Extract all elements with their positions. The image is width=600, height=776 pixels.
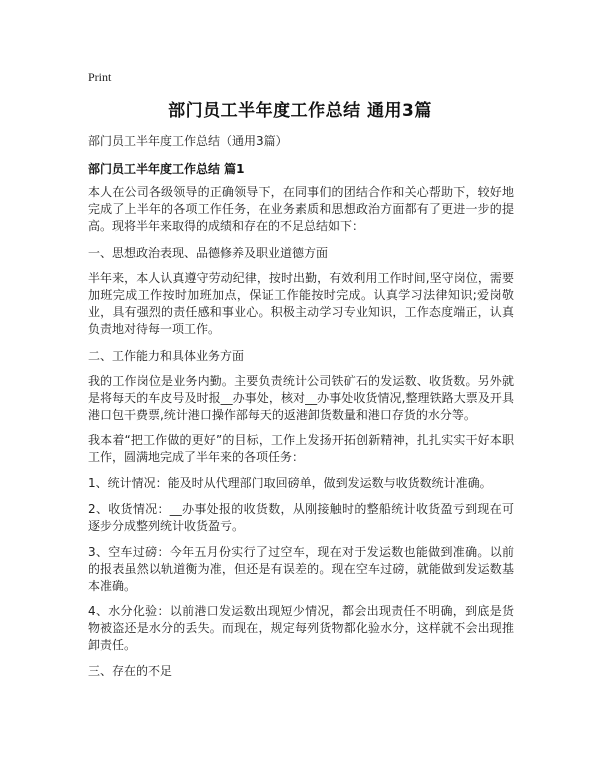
document-title: 部门员工半年度工作总结 通用3篇: [168, 101, 432, 121]
paragraph-item-3: 3、空车过磅：今年五月份实行了过空车，现在对于发运数也能做到准确。以前的报表虽然以轨道衡为准，但还是有误差的。现在空车过磅，就能做到发运数基本准确。: [88, 545, 514, 593]
paragraph-job: 我的工作岗位是业务内勤。主要负责统计公司铁矿石的发运数、收货数。另外就是将每天的车皮号及时报__办事处，核对__办事处收货情况,整理铁路大票及开具港口包干费票,统计港口操作部每天的返港卸货数量和港口存货的水分等。: [88, 374, 514, 422]
document-subtitle: 部门员工半年度工作总结（通用3篇）: [88, 134, 288, 148]
heading-shortcomings: 三、存在的不足: [88, 664, 173, 678]
paragraph-political: 半年来，本人认真遵守劳动纪律，按时出勤，有效利用工作时间,坚守岗位，需要加班完成工作按时加班加点，保证工作能按时完成。认真学习法律知识;爱岗敬业，具有强烈的责任感和事业心。积极主动学习专业知识，工作态度端正，认真负责地对待每一项工作。: [88, 271, 514, 336]
paragraph-goal: 我本着“把工作做的更好”的目标，工作上发扬开拓创新精神，扎扎实实干好本职工作，圆满地完成了半年来的各项任务：: [88, 433, 514, 464]
section-title: 部门员工半年度工作总结 篇1: [88, 162, 245, 176]
paragraph-item-4: 4、水分化验：以前港口发运数出现短少情况，都会出现责任不明确，到底是货物被盗还是水分的丢失。而现在，规定每列货物都化验水分，这样就不会出现推卸责任。: [88, 604, 514, 652]
paragraph-item-2: 2、收货情况：__办事处报的收货数，从刚接触时的整船统计收货盈亏到现在可逐步分成整列统计收货盈亏。: [88, 502, 514, 533]
heading-ability: 二、工作能力和具体业务方面: [88, 349, 245, 363]
paragraph-item-1: 1、统计情况：能及时从代理部门取回磅单，做到发运数与收货数统计准确。: [88, 476, 492, 490]
paragraph-intro: 本人在公司各级领导的正确领导下，在同事们的团结合作和关心帮助下，较好地完成了上半年的各项工作任务，在业务素质和思想政治方面都有了更进一步的提高。现将半年来取得的成绩和存在的不足总结如下：: [88, 185, 514, 233]
heading-political: 一、思想政治表现、品德修养及职业道德方面: [88, 246, 329, 260]
print-label: Print: [88, 70, 112, 84]
